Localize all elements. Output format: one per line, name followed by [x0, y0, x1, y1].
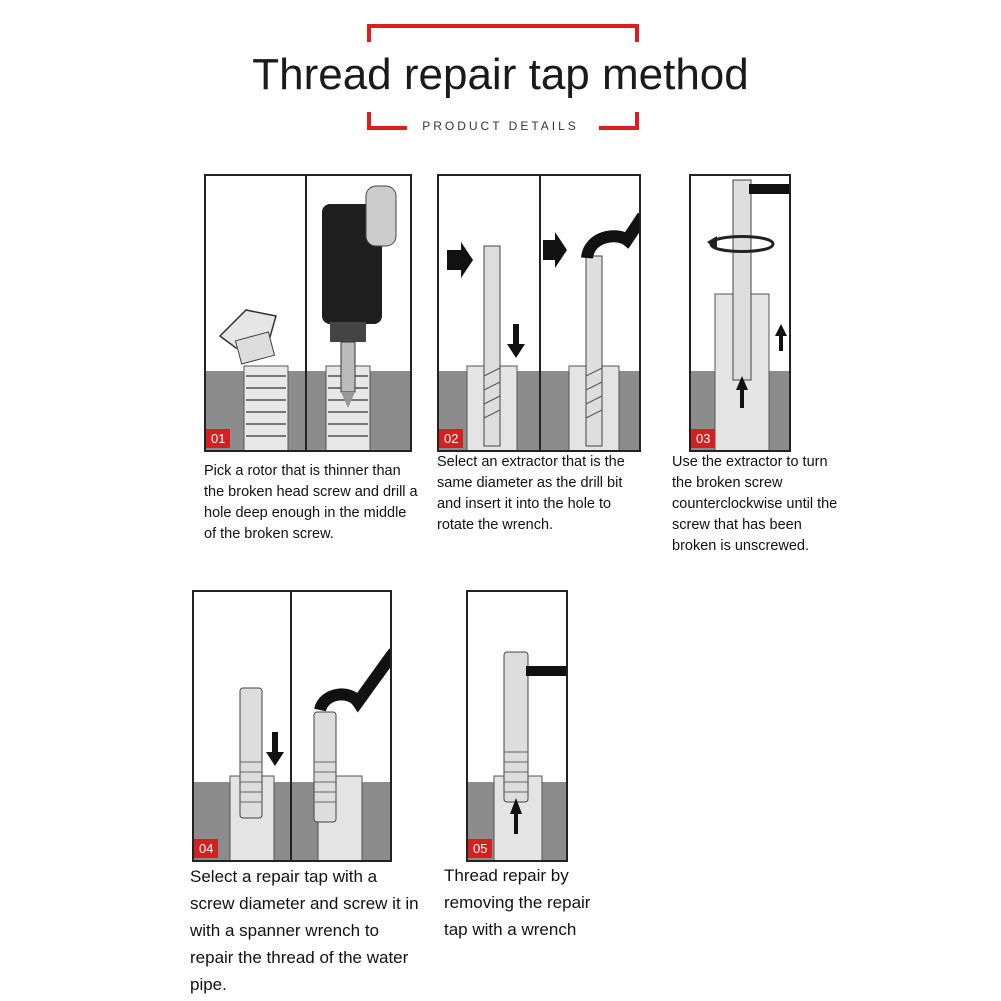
page-title: Thread repair tap method: [252, 50, 749, 99]
step-05-illustration: [466, 590, 568, 862]
arrow-up-icon: [775, 324, 787, 351]
step-04-badge: 04: [194, 839, 218, 858]
step-01-illustration: [204, 174, 412, 452]
step-01-badge: 01: [206, 429, 230, 448]
step-02-badge: 02: [439, 429, 463, 448]
step-03-badge: 03: [691, 429, 715, 448]
step-03-description: Use the extractor to turn the broken screw counterclockwise until the screw that has been broken is unscrewed.: [672, 454, 838, 554]
wrench-icon: [587, 216, 641, 258]
extractor-icon: [484, 246, 500, 446]
step-01-description: Pick a rotor that is thinner than the broken head screw and drill a hole deep enough in the middle of the broken screw.: [204, 463, 418, 542]
header-bracket-top: [367, 24, 639, 42]
arrow-down-icon: [507, 324, 525, 358]
step-02-description: Select an extractor that is the same diameter as the drill bit and insert it into the hole to rotate the wrench.: [437, 454, 625, 533]
step-04-illustration: [192, 590, 392, 862]
step-04-description: Select a repair tap with a screw diameter and screw it in with a spanner wrench to repair the thread of the water pipe.: [190, 867, 419, 994]
step-02-illustration: [437, 174, 641, 452]
page-subtitle: PRODUCT DETAILS: [422, 119, 579, 133]
step-03-illustration: [689, 174, 791, 452]
step-05-description: Thread repair by removing the repair tap with a wrench: [444, 866, 591, 939]
step-05-badge: 05: [468, 839, 492, 858]
tap-icon: [240, 688, 262, 818]
arrow-right-icon: [447, 242, 473, 278]
